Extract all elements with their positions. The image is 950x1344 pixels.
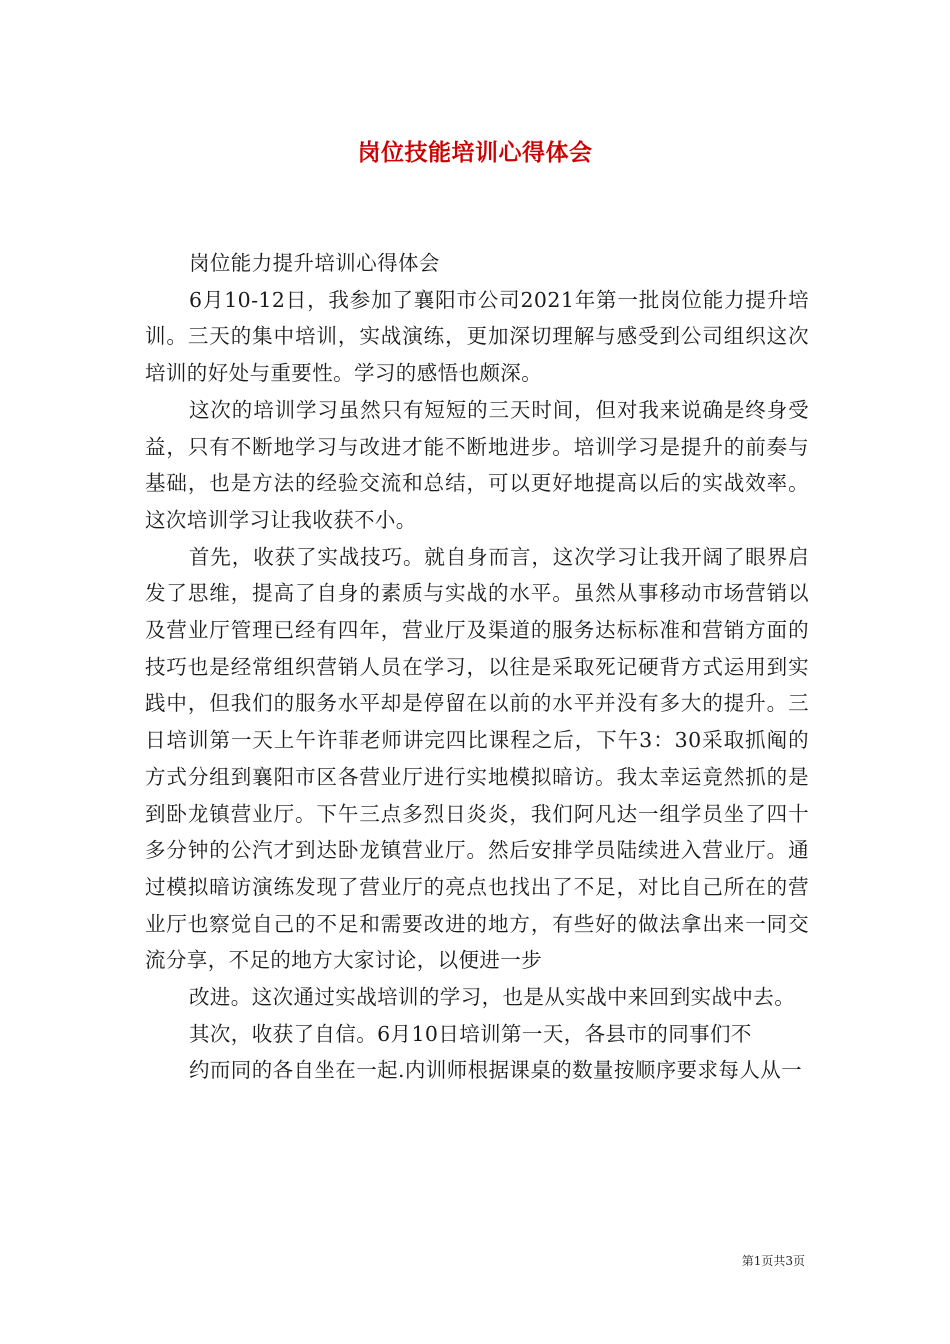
paragraph-first-gain: 首先，收获了实战技巧。就自身而言，这次学习让我开阔了眼界启发了思维，提高了自身的素质与实战的水平。虽然从事移动市场营销以及营业厅管理已经有四年，营业厅及渠道的服务达标标准和营销方面的技巧也是经常组织营销人员在学习，以往是采取死记硬背方式运用到实践中，但我们的服务水平却是停留在以前的水平并没有多大的提升。三日培训第一天上午许菲老师讲完四比课程之后，下午3：30采取抓阄的方式分组到襄阳市区各营业厅进行实地模拟暗访。我太幸运竟然抓的是到卧龙镇营业厅。下午三点多烈日炎炎，我们阿凡达一组学员坐了四十多分钟的公汽才到达卧龙镇营业厅。然后安排学员陆续进入营业厅。通过模拟暗访演练发现了营业厅的亮点也找出了不足，对比自己所在的营业厅也察觉自己的不足和需要改进的地方，有些好的做法拿出来一同交流分享，不足的地方大家讨论，以便进一步 — [145, 544, 809, 973]
paragraph-trailing: 约而同的各自坐在一起.内训师根据课桌的数量按顺序要求每人从一 — [189, 1058, 803, 1083]
paragraph-intro: 6月10-12日，我参加了襄阳市公司2021年第一批岗位能力提升培训。三天的集中培训，实战演练，更加深切理解与感受到公司组织这次培训的好处与重要性。学习的感悟也颇深。 — [145, 287, 809, 386]
page-title: 岗位技能培训心得体会 — [357, 140, 593, 166]
paragraph-subtitle: 岗位能力提升培训心得体会 — [189, 251, 440, 275]
document-body — [145, 245, 809, 1089]
paragraph-reflection: 这次的培训学习虽然只有短短的三天时间，但对我来说确是终身受益，只有不断地学习与改进才能不断地进步。培训学习是提升的前奏与基础，也是方法的经验交流和总结，可以更好地提高以后的实战效率。这次培训学习让我收获不小。 — [145, 397, 809, 532]
paragraph-second-gain: 其次，收获了自信。6月10日培训第一天，各县市的同事们不 — [189, 1021, 752, 1046]
paragraph-continuation: 改进。这次通过实战培训的学习，也是从实战中来回到实战中去。 — [189, 985, 796, 1010]
page-number: 第1页共3页 — [741, 1254, 805, 1268]
